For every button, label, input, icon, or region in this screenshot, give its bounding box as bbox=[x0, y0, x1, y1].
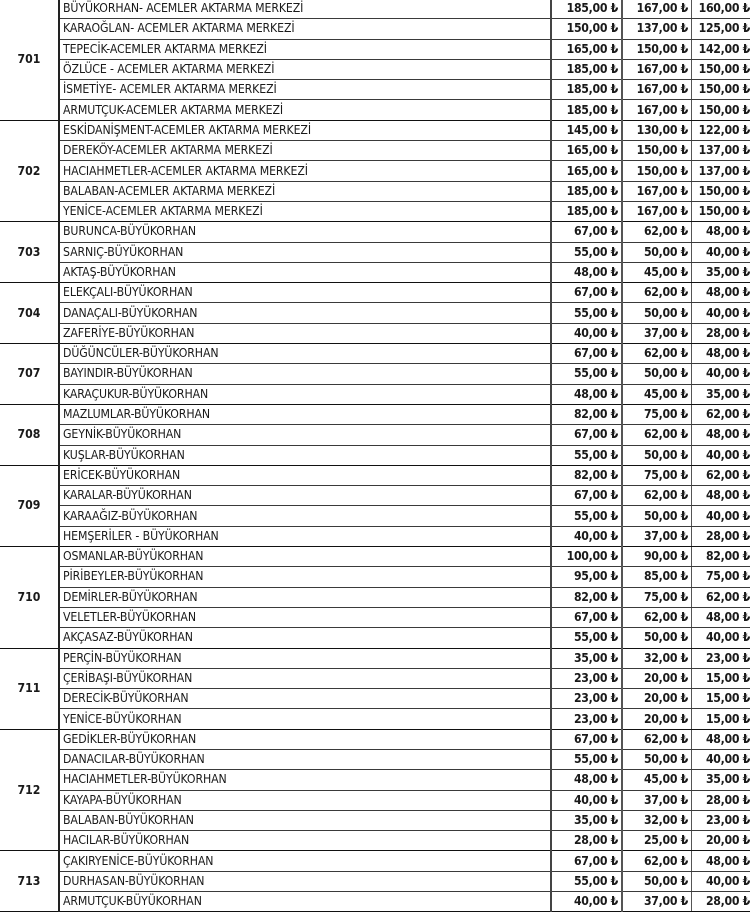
fare-3: 150,00 ₺ bbox=[692, 80, 750, 100]
route-name: BALABAN-BÜYÜKORHAN bbox=[59, 810, 551, 830]
fare-2: 45,00 ₺ bbox=[622, 770, 692, 790]
fare-2: 25,00 ₺ bbox=[622, 831, 692, 851]
fare-1: 165,00 ₺ bbox=[551, 141, 622, 161]
route-name: ÖZLÜCE - ACEMLER AKTARMA MERKEZİ bbox=[59, 59, 551, 79]
fare-2: 62,00 ₺ bbox=[622, 283, 692, 303]
route-name: ESKİDANİŞMENT-ACEMLER AKTARMA MERKEZİ bbox=[59, 120, 551, 140]
fare-1: 145,00 ₺ bbox=[551, 120, 622, 140]
fare-1: 55,00 ₺ bbox=[551, 364, 622, 384]
route-name: PİRİBEYLER-BÜYÜKORHAN bbox=[59, 567, 551, 587]
route-row bbox=[0, 892, 750, 912]
route-name: DÜĞÜNCÜLER-BÜYÜKORHAN bbox=[59, 344, 551, 364]
route-name: DANAÇALI-BÜYÜKORHAN bbox=[59, 303, 551, 323]
line-number: 711 bbox=[0, 648, 59, 729]
route-name: YENİCE-ACEMLER AKTARMA MERKEZİ bbox=[59, 201, 551, 221]
route-row bbox=[0, 567, 750, 587]
route-name: VELETLER-BÜYÜKORHAN bbox=[59, 607, 551, 627]
fare-2: 150,00 ₺ bbox=[622, 161, 692, 181]
line-number: 713 bbox=[0, 851, 59, 912]
line-number: 702 bbox=[0, 120, 59, 221]
fare-1: 55,00 ₺ bbox=[551, 445, 622, 465]
fare-2: 50,00 ₺ bbox=[622, 445, 692, 465]
fare-1: 185,00 ₺ bbox=[551, 201, 622, 221]
route-name: BÜYÜKORHAN- ACEMLER AKTARMA MERKEZİ bbox=[59, 0, 551, 19]
fare-2: 75,00 ₺ bbox=[622, 404, 692, 424]
fare-1: 95,00 ₺ bbox=[551, 567, 622, 587]
route-row bbox=[0, 871, 750, 891]
route-row bbox=[0, 790, 750, 810]
route-name: İSMETİYE- ACEMLER AKTARMA MERKEZİ bbox=[59, 80, 551, 100]
route-name: ZAFERİYE-BÜYÜKORHAN bbox=[59, 323, 551, 343]
fare-3: 28,00 ₺ bbox=[692, 892, 750, 912]
line-number: 707 bbox=[0, 344, 59, 405]
fare-1: 55,00 ₺ bbox=[551, 628, 622, 648]
route-name: KUŞLAR-BÜYÜKORHAN bbox=[59, 445, 551, 465]
fare-2: 167,00 ₺ bbox=[622, 80, 692, 100]
route-row bbox=[0, 141, 750, 161]
route-name: DEMİRLER-BÜYÜKORHAN bbox=[59, 587, 551, 607]
fare-1: 40,00 ₺ bbox=[551, 790, 622, 810]
fare-3: 35,00 ₺ bbox=[692, 770, 750, 790]
fare-1: 67,00 ₺ bbox=[551, 222, 622, 242]
fare-2: 62,00 ₺ bbox=[622, 729, 692, 749]
line-number: 710 bbox=[0, 547, 59, 648]
fare-2: 90,00 ₺ bbox=[622, 547, 692, 567]
route-row bbox=[0, 587, 750, 607]
fare-2: 20,00 ₺ bbox=[622, 689, 692, 709]
route-name: KARALAR-BÜYÜKORHAN bbox=[59, 486, 551, 506]
fare-1: 35,00 ₺ bbox=[551, 810, 622, 830]
fare-1: 48,00 ₺ bbox=[551, 262, 622, 282]
fare-3: 48,00 ₺ bbox=[692, 344, 750, 364]
fare-1: 23,00 ₺ bbox=[551, 668, 622, 688]
route-name: KARAÇUKUR-BÜYÜKORHAN bbox=[59, 384, 551, 404]
fare-3: 48,00 ₺ bbox=[692, 486, 750, 506]
route-row bbox=[0, 344, 750, 364]
fare-3: 20,00 ₺ bbox=[692, 831, 750, 851]
route-row bbox=[0, 384, 750, 404]
fare-1: 48,00 ₺ bbox=[551, 770, 622, 790]
route-row bbox=[0, 181, 750, 201]
route-name: ELEKÇALI-BÜYÜKORHAN bbox=[59, 283, 551, 303]
fare-3: 48,00 ₺ bbox=[692, 729, 750, 749]
route-row bbox=[0, 262, 750, 282]
fare-1: 67,00 ₺ bbox=[551, 729, 622, 749]
route-row bbox=[0, 445, 750, 465]
route-name: ÇERİBAŞI-BÜYÜKORHAN bbox=[59, 668, 551, 688]
fare-2: 62,00 ₺ bbox=[622, 607, 692, 627]
fare-2: 45,00 ₺ bbox=[622, 384, 692, 404]
fare-1: 48,00 ₺ bbox=[551, 384, 622, 404]
fare-2: 62,00 ₺ bbox=[622, 851, 692, 871]
fare-3: 62,00 ₺ bbox=[692, 404, 750, 424]
fare-1: 185,00 ₺ bbox=[551, 0, 622, 19]
fare-3: 75,00 ₺ bbox=[692, 567, 750, 587]
route-row bbox=[0, 831, 750, 851]
line-number: 712 bbox=[0, 729, 59, 851]
fare-3: 62,00 ₺ bbox=[692, 465, 750, 485]
route-name: ÇAKIRYENİCE-BÜYÜKORHAN bbox=[59, 851, 551, 871]
fare-3: 40,00 ₺ bbox=[692, 445, 750, 465]
line-number: 704 bbox=[0, 283, 59, 344]
fare-2: 62,00 ₺ bbox=[622, 486, 692, 506]
fare-3: 142,00 ₺ bbox=[692, 39, 750, 59]
route-name: ARMUTÇUK-BÜYÜKORHAN bbox=[59, 892, 551, 912]
fare-3: 150,00 ₺ bbox=[692, 201, 750, 221]
fare-1: 67,00 ₺ bbox=[551, 607, 622, 627]
line-number: 708 bbox=[0, 404, 59, 465]
fare-1: 55,00 ₺ bbox=[551, 242, 622, 262]
route-row bbox=[0, 303, 750, 323]
route-row bbox=[0, 770, 750, 790]
fare-2: 37,00 ₺ bbox=[622, 526, 692, 546]
fare-1: 35,00 ₺ bbox=[551, 648, 622, 668]
fare-2: 50,00 ₺ bbox=[622, 506, 692, 526]
route-row bbox=[0, 729, 750, 749]
fare-3: 40,00 ₺ bbox=[692, 749, 750, 769]
route-row bbox=[0, 100, 750, 120]
route-name: DURHASAN-BÜYÜKORHAN bbox=[59, 871, 551, 891]
fare-1: 55,00 ₺ bbox=[551, 749, 622, 769]
route-name: HACIAHMETLER-BÜYÜKORHAN bbox=[59, 770, 551, 790]
route-row bbox=[0, 465, 750, 485]
fare-2: 37,00 ₺ bbox=[622, 790, 692, 810]
fare-2: 62,00 ₺ bbox=[622, 425, 692, 445]
fare-3: 40,00 ₺ bbox=[692, 364, 750, 384]
fare-3: 48,00 ₺ bbox=[692, 607, 750, 627]
fare-3: 15,00 ₺ bbox=[692, 668, 750, 688]
fare-1: 82,00 ₺ bbox=[551, 587, 622, 607]
route-row bbox=[0, 0, 750, 19]
route-name: GEYNİK-BÜYÜKORHAN bbox=[59, 425, 551, 445]
route-row bbox=[0, 283, 750, 303]
route-row bbox=[0, 201, 750, 221]
route-row bbox=[0, 39, 750, 59]
fare-1: 185,00 ₺ bbox=[551, 181, 622, 201]
fare-2: 62,00 ₺ bbox=[622, 222, 692, 242]
route-name: OSMANLAR-BÜYÜKORHAN bbox=[59, 547, 551, 567]
fare-1: 55,00 ₺ bbox=[551, 871, 622, 891]
fare-3: 40,00 ₺ bbox=[692, 871, 750, 891]
fare-3: 35,00 ₺ bbox=[692, 262, 750, 282]
fare-3: 28,00 ₺ bbox=[692, 323, 750, 343]
fare-2: 75,00 ₺ bbox=[622, 465, 692, 485]
fare-2: 32,00 ₺ bbox=[622, 810, 692, 830]
fare-1: 67,00 ₺ bbox=[551, 344, 622, 364]
route-row bbox=[0, 810, 750, 830]
route-name: BURUNCA-BÜYÜKORHAN bbox=[59, 222, 551, 242]
route-name: DANACILAR-BÜYÜKORHAN bbox=[59, 749, 551, 769]
fare-3: 160,00 ₺ bbox=[692, 0, 750, 19]
route-row bbox=[0, 526, 750, 546]
fare-1: 165,00 ₺ bbox=[551, 39, 622, 59]
route-name: TEPECİK-ACEMLER AKTARMA MERKEZİ bbox=[59, 39, 551, 59]
route-name: KAYAPA-BÜYÜKORHAN bbox=[59, 790, 551, 810]
fare-3: 82,00 ₺ bbox=[692, 547, 750, 567]
fare-2: 150,00 ₺ bbox=[622, 39, 692, 59]
line-number: 709 bbox=[0, 465, 59, 546]
fare-3: 48,00 ₺ bbox=[692, 851, 750, 871]
fare-1: 185,00 ₺ bbox=[551, 100, 622, 120]
fare-3: 28,00 ₺ bbox=[692, 526, 750, 546]
route-name: DEREKÖY-ACEMLER AKTARMA MERKEZİ bbox=[59, 141, 551, 161]
fare-1: 165,00 ₺ bbox=[551, 161, 622, 181]
fare-1: 23,00 ₺ bbox=[551, 709, 622, 729]
fare-2: 85,00 ₺ bbox=[622, 567, 692, 587]
fare-2: 37,00 ₺ bbox=[622, 892, 692, 912]
route-name: ARMUTÇUK-ACEMLER AKTARMA MERKEZİ bbox=[59, 100, 551, 120]
fare-1: 82,00 ₺ bbox=[551, 465, 622, 485]
route-row bbox=[0, 486, 750, 506]
fare-1: 28,00 ₺ bbox=[551, 831, 622, 851]
fare-2: 32,00 ₺ bbox=[622, 648, 692, 668]
fare-2: 45,00 ₺ bbox=[622, 262, 692, 282]
fare-2: 62,00 ₺ bbox=[622, 344, 692, 364]
route-row bbox=[0, 323, 750, 343]
fare-3: 137,00 ₺ bbox=[692, 141, 750, 161]
route-name: MAZLUMLAR-BÜYÜKORHAN bbox=[59, 404, 551, 424]
fare-2: 167,00 ₺ bbox=[622, 100, 692, 120]
fare-3: 150,00 ₺ bbox=[692, 100, 750, 120]
fare-3: 40,00 ₺ bbox=[692, 303, 750, 323]
route-row bbox=[0, 222, 750, 242]
fare-2: 50,00 ₺ bbox=[622, 364, 692, 384]
route-row bbox=[0, 668, 750, 688]
route-row bbox=[0, 547, 750, 567]
route-row bbox=[0, 19, 750, 39]
fare-1: 185,00 ₺ bbox=[551, 80, 622, 100]
fare-3: 15,00 ₺ bbox=[692, 689, 750, 709]
route-row bbox=[0, 709, 750, 729]
route-name: AKÇASAZ-BÜYÜKORHAN bbox=[59, 628, 551, 648]
route-name: KARAOĞLAN- ACEMLER AKTARMA MERKEZİ bbox=[59, 19, 551, 39]
fare-1: 55,00 ₺ bbox=[551, 303, 622, 323]
route-row bbox=[0, 80, 750, 100]
route-row bbox=[0, 607, 750, 627]
fare-1: 150,00 ₺ bbox=[551, 19, 622, 39]
fare-2: 167,00 ₺ bbox=[622, 201, 692, 221]
fare-1: 40,00 ₺ bbox=[551, 892, 622, 912]
fare-3: 35,00 ₺ bbox=[692, 384, 750, 404]
fare-3: 15,00 ₺ bbox=[692, 709, 750, 729]
route-name: PERÇİN-BÜYÜKORHAN bbox=[59, 648, 551, 668]
route-row bbox=[0, 161, 750, 181]
fare-2: 50,00 ₺ bbox=[622, 749, 692, 769]
fare-3: 40,00 ₺ bbox=[692, 628, 750, 648]
fare-2: 167,00 ₺ bbox=[622, 181, 692, 201]
fare-1: 82,00 ₺ bbox=[551, 404, 622, 424]
fare-3: 28,00 ₺ bbox=[692, 790, 750, 810]
fare-1: 100,00 ₺ bbox=[551, 547, 622, 567]
fare-1: 67,00 ₺ bbox=[551, 486, 622, 506]
route-row bbox=[0, 404, 750, 424]
route-row bbox=[0, 364, 750, 384]
route-row bbox=[0, 506, 750, 526]
fare-1: 23,00 ₺ bbox=[551, 689, 622, 709]
fare-1: 40,00 ₺ bbox=[551, 323, 622, 343]
route-name: DERECİK-BÜYÜKORHAN bbox=[59, 689, 551, 709]
route-name: HACIAHMETLER-ACEMLER AKTARMA MERKEZİ bbox=[59, 161, 551, 181]
fare-2: 130,00 ₺ bbox=[622, 120, 692, 140]
line-number: 703 bbox=[0, 222, 59, 283]
fare-3: 150,00 ₺ bbox=[692, 181, 750, 201]
fare-2: 137,00 ₺ bbox=[622, 19, 692, 39]
route-row bbox=[0, 648, 750, 668]
fare-2: 150,00 ₺ bbox=[622, 141, 692, 161]
fare-2: 20,00 ₺ bbox=[622, 668, 692, 688]
fare-1: 185,00 ₺ bbox=[551, 59, 622, 79]
fare-3: 40,00 ₺ bbox=[692, 242, 750, 262]
fare-3: 23,00 ₺ bbox=[692, 648, 750, 668]
fare-1: 67,00 ₺ bbox=[551, 283, 622, 303]
route-row bbox=[0, 120, 750, 140]
fare-1: 55,00 ₺ bbox=[551, 506, 622, 526]
route-name: GEDİKLER-BÜYÜKORHAN bbox=[59, 729, 551, 749]
fare-2: 20,00 ₺ bbox=[622, 709, 692, 729]
line-number: 701 bbox=[0, 0, 59, 120]
route-name: SARNIÇ-BÜYÜKORHAN bbox=[59, 242, 551, 262]
fare-2: 75,00 ₺ bbox=[622, 587, 692, 607]
route-name: BAYINDIR-BÜYÜKORHAN bbox=[59, 364, 551, 384]
fare-1: 67,00 ₺ bbox=[551, 425, 622, 445]
fare-1: 40,00 ₺ bbox=[551, 526, 622, 546]
fare-3: 137,00 ₺ bbox=[692, 161, 750, 181]
fare-2: 50,00 ₺ bbox=[622, 628, 692, 648]
route-row bbox=[0, 59, 750, 79]
fare-3: 122,00 ₺ bbox=[692, 120, 750, 140]
route-row bbox=[0, 689, 750, 709]
route-name: HEMŞERİLER - BÜYÜKORHAN bbox=[59, 526, 551, 546]
fare-3: 150,00 ₺ bbox=[692, 59, 750, 79]
route-name: BALABAN-ACEMLER AKTARMA MERKEZİ bbox=[59, 181, 551, 201]
fare-1: 67,00 ₺ bbox=[551, 851, 622, 871]
route-row bbox=[0, 425, 750, 445]
fare-3: 40,00 ₺ bbox=[692, 506, 750, 526]
route-row bbox=[0, 749, 750, 769]
fare-2: 50,00 ₺ bbox=[622, 242, 692, 262]
fare-3: 48,00 ₺ bbox=[692, 425, 750, 445]
route-name: KARAAĞIZ-BÜYÜKORHAN bbox=[59, 506, 551, 526]
fare-3: 125,00 ₺ bbox=[692, 19, 750, 39]
fare-3: 62,00 ₺ bbox=[692, 587, 750, 607]
fare-2: 50,00 ₺ bbox=[622, 871, 692, 891]
fare-2: 167,00 ₺ bbox=[622, 0, 692, 19]
route-row bbox=[0, 851, 750, 871]
route-name: ERİCEK-BÜYÜKORHAN bbox=[59, 465, 551, 485]
fare-2: 50,00 ₺ bbox=[622, 303, 692, 323]
route-name: AKTAŞ-BÜYÜKORHAN bbox=[59, 262, 551, 282]
fare-2: 37,00 ₺ bbox=[622, 323, 692, 343]
route-name: HACILAR-BÜYÜKORHAN bbox=[59, 831, 551, 851]
route-name: YENİCE-BÜYÜKORHAN bbox=[59, 709, 551, 729]
route-row bbox=[0, 242, 750, 262]
fare-3: 48,00 ₺ bbox=[692, 222, 750, 242]
fare-3: 23,00 ₺ bbox=[692, 810, 750, 830]
fare-2: 167,00 ₺ bbox=[622, 59, 692, 79]
route-row bbox=[0, 628, 750, 648]
fare-3: 48,00 ₺ bbox=[692, 283, 750, 303]
